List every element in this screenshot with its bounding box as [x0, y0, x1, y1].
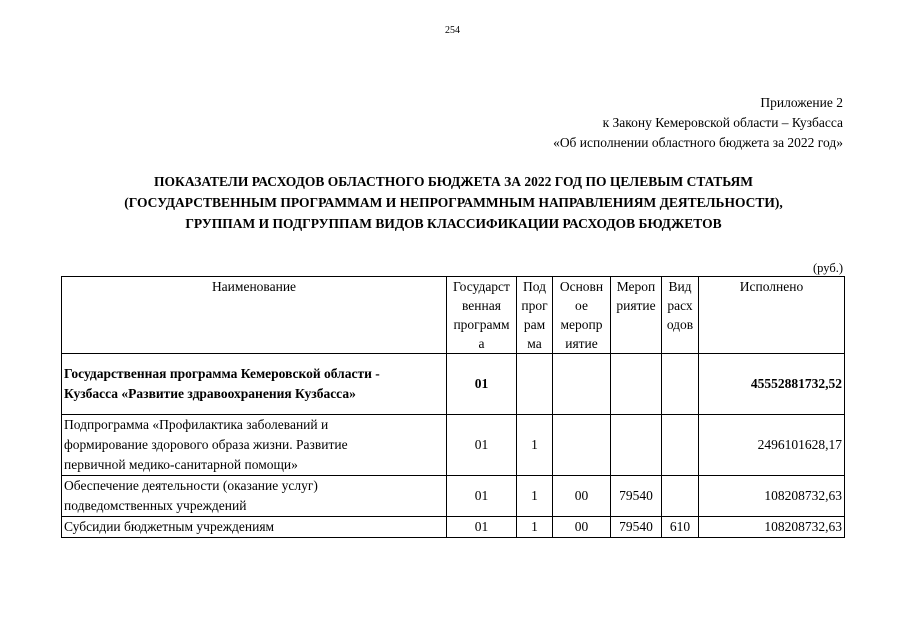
row-executed: 45552881732,52	[699, 354, 845, 415]
row-program: 01	[447, 517, 517, 538]
title-line-1: ПОКАЗАТЕЛИ РАСХОДОВ ОБЛАСТНОГО БЮДЖЕТА ЗА 2022 ГОД ПО ЦЕЛЕВЫМ СТАТЬЯМ	[154, 174, 753, 189]
page-number: 254	[445, 25, 460, 36]
header-subprogram: Под прог рам ма	[517, 277, 553, 354]
row-program: 01	[447, 354, 517, 415]
row-subprogram: 1	[517, 517, 553, 538]
currency-unit: (руб.)	[813, 261, 843, 275]
row-expense-type	[662, 476, 699, 517]
row-subprogram: 1	[517, 415, 553, 476]
row-name: Субсидии бюджетным учреждениям	[62, 517, 447, 538]
table-row	[62, 415, 845, 476]
row-main-event	[553, 354, 611, 415]
title-line-3: ГРУППАМ И ПОДГРУППАМ ВИДОВ КЛАССИФИКАЦИИ РАСХОДОВ БЮДЖЕТОВ	[185, 216, 722, 231]
row-program: 01	[447, 415, 517, 476]
table-row	[62, 476, 845, 517]
row-name: Обеспечение деятельности (оказание услуг) подведомственных учреждений	[62, 476, 447, 517]
row-executed: 2496101628,17	[699, 415, 845, 476]
table-row	[62, 517, 845, 538]
document-title	[62, 171, 845, 234]
header-main-event: Основн ое меропр иятие	[553, 277, 611, 354]
row-executed: 108208732,63	[699, 517, 845, 538]
header-expense-type: Вид расх одов	[662, 277, 699, 354]
table-header-row	[62, 277, 845, 354]
table-row	[62, 354, 845, 415]
appendix-line-3: «Об исполнении областного бюджета за 2022 год»	[553, 135, 843, 150]
row-subprogram	[517, 354, 553, 415]
header-executed: Исполнено	[699, 277, 845, 354]
header-event: Мероп риятие	[611, 277, 662, 354]
row-program: 01	[447, 476, 517, 517]
row-subprogram: 1	[517, 476, 553, 517]
row-event	[611, 354, 662, 415]
row-main-event: 00	[553, 476, 611, 517]
row-executed: 108208732,63	[699, 476, 845, 517]
appendix-line-2: к Закону Кемеровской области – Кузбасса	[602, 115, 843, 130]
row-expense-type	[662, 354, 699, 415]
header-program: Государст венная программ а	[447, 277, 517, 354]
row-event: 79540	[611, 476, 662, 517]
budget-table	[61, 276, 845, 538]
row-main-event	[553, 415, 611, 476]
row-expense-type: 610	[662, 517, 699, 538]
row-expense-type	[662, 415, 699, 476]
row-name: Государственная программа Кемеровской области - Кузбасса «Развитие здравоохранения Кузбасса»	[62, 354, 447, 415]
appendix-line-1: Приложение 2	[760, 95, 843, 110]
row-event	[611, 415, 662, 476]
row-name: Подпрограмма «Профилактика заболеваний и формирование здорового образа жизни. Развитие первичной медико-санитарной помощи»	[62, 415, 447, 476]
header-name: Наименование	[62, 277, 447, 354]
title-line-2: (ГОСУДАРСТВЕННЫМ ПРОГРАММАМ И НЕПРОГРАММНЫМ НАПРАВЛЕНИЯМ ДЕЯТЕЛЬНОСТИ),	[124, 195, 783, 210]
row-event: 79540	[611, 517, 662, 538]
appendix-note	[553, 93, 843, 153]
row-main-event: 00	[553, 517, 611, 538]
